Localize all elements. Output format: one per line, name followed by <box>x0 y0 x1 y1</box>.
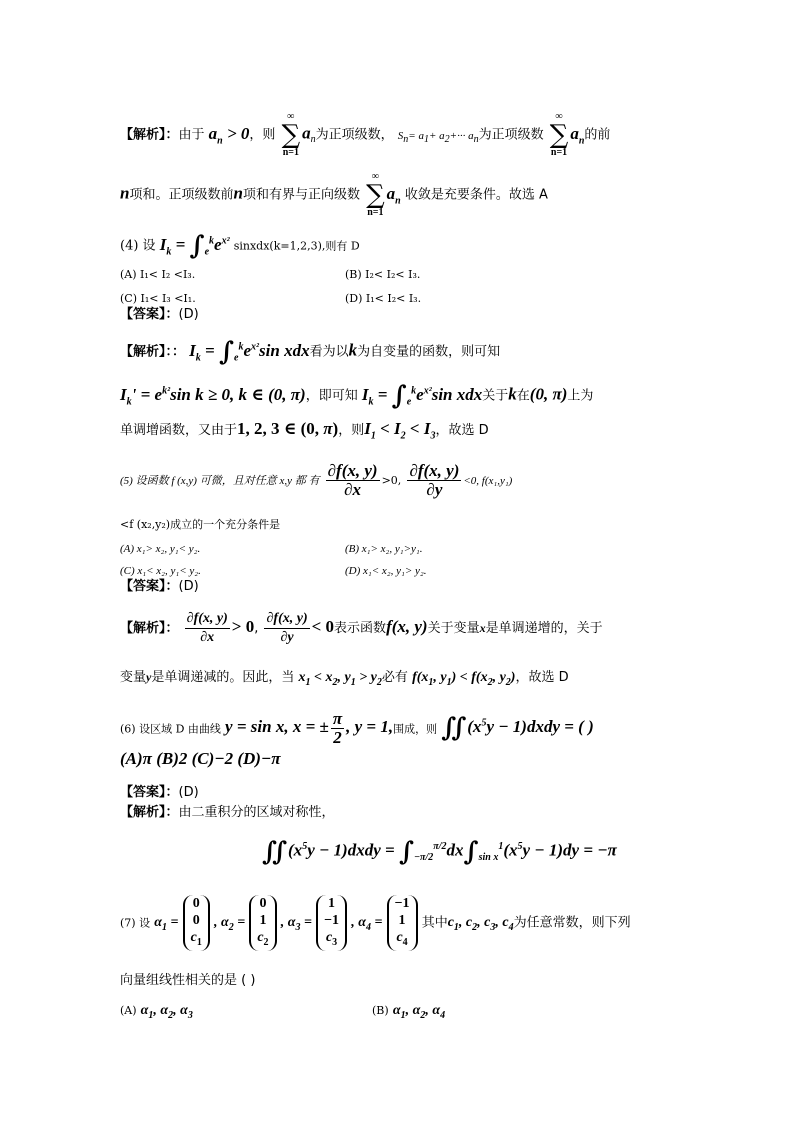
vector-alpha-2: 0 1 $c_2$ <box>249 895 276 951</box>
q5-choice-b: (B) x₁> x₂, y₁>y₁. <box>345 543 423 555</box>
q7-choice-a: (A) $\alpha_1$, $\alpha_2$, $\alpha_3$ <box>120 1003 193 1021</box>
q4-answer: 【答案】：(D) <box>120 307 199 322</box>
q7-line-2: 向量组线性相关的是 ( ) <box>120 973 256 988</box>
q4-analysis-3: 单调增函数，又由于1, 2, 3 ∈ (0, π)，则$I_1 < I_2 < I_3$，故选 D <box>120 419 489 442</box>
vector-alpha-3: 1 −1 $c_3$ <box>316 895 347 951</box>
q6-analysis: 【解析】：由二重积分的区域对称性， <box>120 805 335 820</box>
question-7: (7) 设 $\alpha_1 = 0$ 0 $c_1$ , $\alpha_2 = 0$ 1 $c_2$ , $\alpha_3 = 1$ −1 $c_3$ , $\alpha_4 = -1$ 1 $c_4$ 其中$c_1$, $c_2$, $c_3$, $c_4$为任意常数，则下列 <box>120 895 631 951</box>
vector-alpha-4: −1 1 $c_4$ <box>387 895 418 951</box>
vector-alpha-1: 0 0 $c_1$ <box>183 895 210 951</box>
q4-choice-d: (D) I₁< I₂< I₃. <box>345 292 422 305</box>
q4-analysis-1: 【解析】：： $I_k = \int_e^ke^{x^2}\sin$ xdx看为以k为自变量的函数，则可知 <box>120 336 501 367</box>
q4-choice-b: (B) I₂< I₂< I₃. <box>345 268 421 281</box>
q5-line-2: <f (x₂,y₂)成立的一个充分条件是 <box>120 518 281 531</box>
q5-choice-d: (D) x₁< x₂, y₁> y₂. <box>345 565 427 577</box>
analysis-line-1: 【解析】：由于 $a_n > 0$，则 ∞ ∑ n=1 $a_n$为正项级数， $S_n= a_1+ a_2+\cdot\cdot\cdot a_n$为正项级数 ∞ ∑ n=1 $a_n$的前 <box>120 111 611 158</box>
q5-analysis-2: 变量y是单调递减的。因此，当 $x_1 < x_2$, $y_1 > y_2$必有 $f(x_1$, $y_1) < f(x_2$, $y_2$)，故选 D <box>120 670 569 688</box>
question-5: (5) 设函数 f (x,y) 可微，且对任意 x,y 都 有 $\frac{\partial f(x, y)}{\partial x}$ >0, $\frac{\partial f(x, y)}{\partial y}$ <0, f(x₁,y₁) <box>120 461 513 499</box>
question-6: (6) 设区域 D 由曲线 y = sin x, x = ± $\frac{\pi}{2}$ , y = 1,围成，则 $∬(x^5y$ − 1)dxdy = ( ) <box>120 709 594 747</box>
q6-answer: 【答案】：(D) <box>120 785 199 800</box>
q5-analysis-1: 【解析】： $\frac{\partial f(x, y)}{\partial x}$ > 0, $\frac{\partial f(x, y)}{\partial y}$ < 0表示函数f(x, y)关于变量x是单调递增的，关于 <box>120 611 603 645</box>
sum-symbol: ∞ ∑ n=1 <box>281 111 301 158</box>
q4-analysis-2: $I_k' = e^{k^2}\sin$ k ≥ 0, k ∈ (0, π)，即可知 $I_k = \int_e^ke^{x^2}\sin$ xdx关于k在(0, π)上为 <box>120 380 594 411</box>
analysis-line-2: n项和。正项级数前n项和有界与正向级数 ∞ ∑ n=1 $a_n$ 收敛是充要条件。故选 A <box>120 171 548 218</box>
q6-choices: (A)π (B)2 (C)−2 (D)−π <box>120 749 281 768</box>
q7-choice-b: (B) $\alpha_1$, $\alpha_2$, $\alpha_4$ <box>372 1003 446 1021</box>
q5-choice-a: (A) x₁> x₂, y₁< y₂. <box>120 543 201 555</box>
q5-answer: 【答案】：(D) <box>120 579 199 594</box>
q6-formula: $∬(x^5y$ − 1)dxdy = $\int_{-\pi/2}^{\pi/2}dx\int_{sin x}^1(x^5y - 1)dy = -\pi$ <box>262 836 617 867</box>
question-4: (4) 设 $I_k = \int_e^ke^{x^2}$ sinxdx(k=1,2,3),则有 D <box>120 230 360 261</box>
q5-choice-c: (C) x₁< x₂, y₁< y₂. <box>120 565 201 577</box>
q4-choice-a: (A) I₁< I₂ <I₃. <box>120 268 196 281</box>
analysis-label: 【解析】： <box>120 127 179 143</box>
q4-choice-c: (C) I₁< I₃ <I₁. <box>120 292 196 305</box>
